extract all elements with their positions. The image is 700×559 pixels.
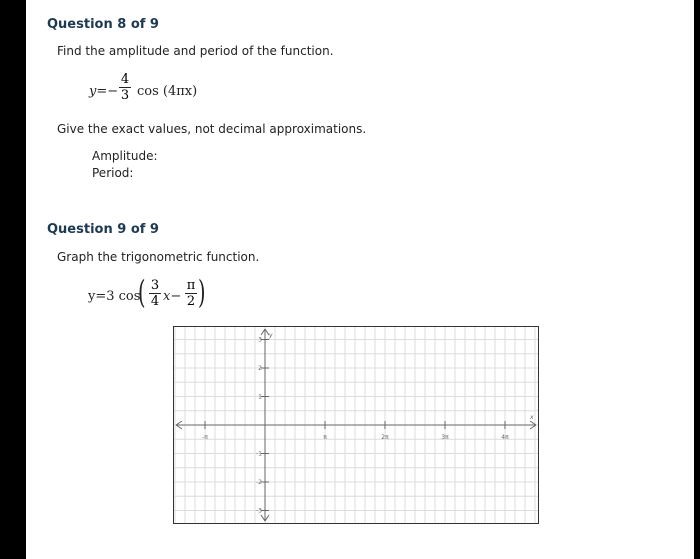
- amplitude-label: Amplitude:: [92, 149, 158, 163]
- y-tick-label: -2: [256, 479, 262, 486]
- q9-eq-fraction-2: [185, 279, 197, 308]
- question-9-prompt: Graph the trigonometric function.: [57, 250, 260, 264]
- y-axis-label: y: [269, 332, 273, 339]
- question-8-heading: Question 8 of 9: [47, 17, 159, 32]
- q9-frac1-num: 3: [150, 278, 160, 293]
- graph-area[interactable]: [173, 326, 539, 524]
- q9-eq-mid: x−: [163, 289, 182, 304]
- question-8-prompt: Find the amplitude and period of the function.: [57, 44, 334, 58]
- q8-eq-lhs: y=−: [89, 84, 119, 99]
- question-9-heading: Question 9 of 9: [47, 222, 159, 237]
- x-tick-label: 3π: [441, 434, 449, 441]
- x-axis-label: x: [530, 414, 534, 421]
- q9-eq-fraction-1: [149, 279, 161, 308]
- y-tick-label: 1: [258, 393, 262, 401]
- q8-eq-fraction: [119, 73, 131, 102]
- q8-frac-num: 4: [120, 72, 130, 87]
- y-tick-label: 3: [258, 336, 262, 344]
- q8-eq-rhs: cos (4πx): [137, 84, 198, 99]
- y-tick-label: -3: [256, 507, 262, 515]
- y-tick-label: 2: [258, 365, 262, 372]
- x-tick-label: 4π: [501, 434, 509, 441]
- q9-eq-lhs: y=3 cos: [88, 289, 141, 304]
- question-8-instruction: Give the exact values, not decimal approximations.: [57, 122, 367, 136]
- q9-right-paren: ): [198, 273, 206, 311]
- graph-svg[interactable]: [174, 327, 538, 523]
- x-tick-label: 2π: [381, 434, 389, 441]
- page: [26, 0, 694, 559]
- q9-left-paren: (: [138, 273, 146, 311]
- x-tick-label: π: [323, 434, 327, 441]
- q9-frac1-den: 4: [150, 294, 160, 309]
- y-tick-label: -1: [256, 450, 262, 458]
- q9-frac2-num: π: [186, 278, 196, 293]
- q9-frac2-den: 2: [186, 294, 196, 309]
- period-label: Period:: [92, 166, 134, 180]
- x-tick-label: -π: [202, 434, 208, 441]
- q8-frac-den: 3: [120, 88, 130, 103]
